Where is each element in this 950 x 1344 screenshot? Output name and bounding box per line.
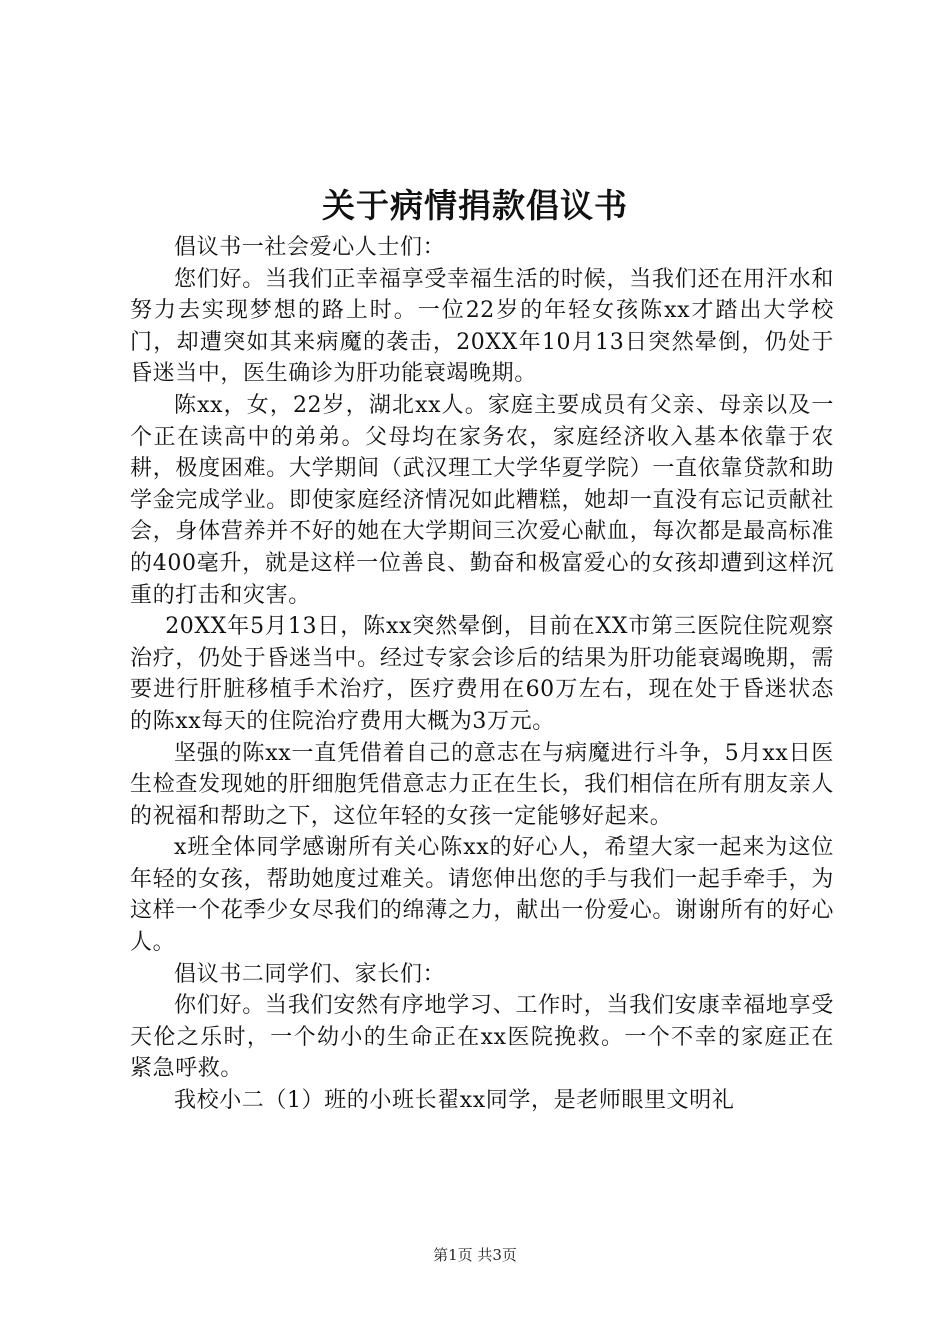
document-body <box>130 232 834 1117</box>
paragraph: 20XX年5月13日，陈xx突然晕倒，目前在XX市第三医院住院观察治疗，仍处于昏迷当中。经过专家会诊后的结果为肝功能衰竭晚期，需要进行肝脏移植手术治疗，医疗费用在60万左右，现在处于昏迷状态的陈xx每天的住院治疗费用大概为3万元。 <box>130 614 834 734</box>
paragraph: 你们好。当我们安然有序地学习、工作时，当我们安康幸福地享受天伦之乐时，一个幼小的生命正在xx医院挽救。一个不幸的家庭正在紧急呼救。 <box>130 993 834 1082</box>
paragraph: x班全体同学感谢所有关心陈xx的好心人，希望大家一起来为这位年轻的女孩，帮助她度过难关。请您伸出您的手与我们一起手牵手，为这样一个花季少女尽我们的绵薄之力，献出一份爱心。谢谢所有的好心人。 <box>130 835 834 956</box>
paragraph: 我校小二（1）班的小班长翟xx同学，是老师眼里文明礼 <box>174 1088 735 1114</box>
paragraph: 坚强的陈xx一直凭借着自己的意志在与病魔进行斗争，5月xx日医生检查发现她的肝细胞凭借意志力正在生长，我们相信在所有朋友亲人的祝福和帮助之下，这位年轻的女孩一定能够好起来。 <box>130 740 834 829</box>
paragraph: 您们好。当我们正幸福享受幸福生活的时候，当我们还在用汗水和努力去实现梦想的路上时。一位22岁的年轻女孩陈xx才踏出大学校门，却遭突如其来病魔的袭击，20XX年10月13日突然晕倒，仍处于昏迷当中，医生确诊为肝功能衰竭晚期。 <box>130 266 834 387</box>
salutation-2: 倡议书二同学们、家长们： <box>174 961 446 987</box>
paragraph: 陈xx，女，22岁，湖北xx人。家庭主要成员有父亲、母亲以及一个正在读高中的弟弟。父母均在家务农，家庭经济收入基本依靠于农耕，极度困难。大学期间（武汉理工大学华夏学院）一直依靠贷款和助学金完成学业。即使家庭经济情况如此糟糕，她却一直没有忘记贡献社会，身体营养并不好的她在大学期间三次爱心献血，每次都是最高标准的400毫升，就是这样一位善良、勤奋和极富爱心的女孩却遭到这样沉重的打击和灾害。 <box>130 392 834 608</box>
document-title: 关于病情捐款倡议书 <box>322 186 628 225</box>
salutation-1: 倡议书一社会爱心人士们： <box>174 235 446 260</box>
page-number-footer: 第1页 共3页 <box>433 1246 517 1264</box>
